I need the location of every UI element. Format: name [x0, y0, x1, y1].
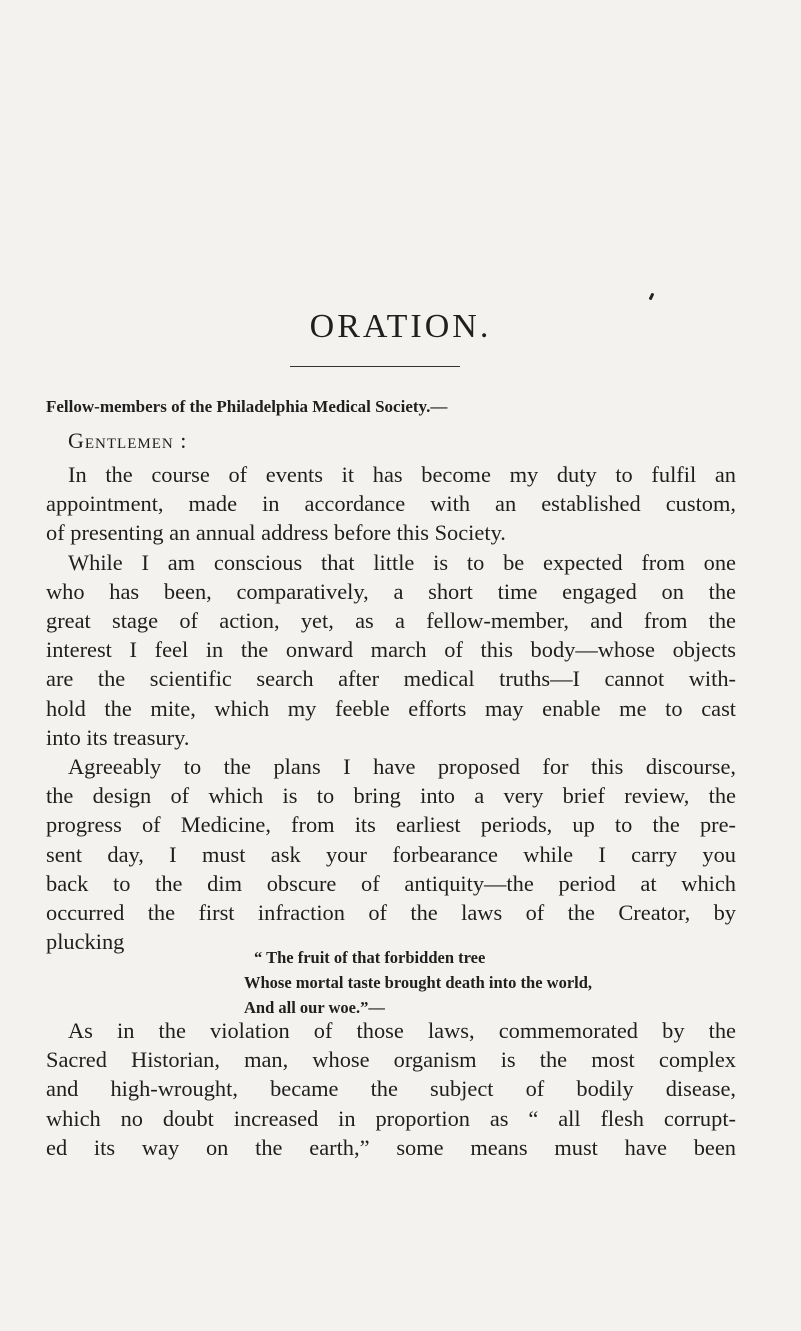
salutation-line: Fellow-members of the Philadelphia Medical Society.—: [46, 397, 448, 416]
text-line: back to the dim obscure of antiquity—the period at which: [46, 870, 736, 896]
text-line: into its treasury.: [46, 724, 190, 750]
text-line: occurred the first infraction of the laws of the Creator, by: [46, 900, 736, 926]
text-line: of presenting an annual address before this Society.: [46, 520, 506, 546]
paragraph-2: [46, 548, 736, 752]
paragraph-1: [46, 460, 736, 548]
paragraph-3: [46, 752, 736, 956]
text-line: sent day, I must ask your forbearance while I carry you: [46, 841, 736, 867]
ink-speck: [649, 293, 655, 301]
text-line: As in the violation of those laws, commemorated by the: [68, 1018, 736, 1043]
text-line: hold the mite, which my feeble efforts may enable me to cast: [46, 695, 736, 721]
text-line: which no doubt increased in proportion as “ all flesh corrupt-: [46, 1105, 736, 1131]
text-line: appointment, made in accordance with an established custom,: [46, 491, 736, 517]
text-line: interest I feel in the onward march of this body—whose objects: [46, 637, 736, 663]
text-line: who has been, comparatively, a short time engaged on the: [46, 578, 736, 604]
main-text: [46, 460, 736, 956]
page-title: ORATION.: [309, 308, 492, 345]
text-line: Sacred Historian, man, whose organism is the most complex: [46, 1047, 736, 1073]
title-rule: [290, 366, 460, 367]
text-line: and high-wrought, became the subject of bodily disease,: [46, 1076, 736, 1102]
text-line: Agreeably to the plans I have proposed for this discourse,: [68, 754, 736, 780]
text-line: are the scientific search after medical truths—I cannot with-: [46, 666, 736, 692]
quote-line: Whose mortal taste brought death into the world,: [244, 973, 593, 992]
text-line: ed its way on the earth,” some means must have been: [46, 1134, 736, 1160]
closing-text: [46, 1016, 736, 1162]
verse-quote: [244, 945, 592, 1020]
quote-line: “ The fruit of that forbidden tree: [254, 948, 486, 967]
address-line: Gentlemen :: [68, 428, 188, 453]
text-line: progress of Medicine, from its earliest periods, up to the pre-: [46, 812, 736, 838]
text-line: the design of which is to bring into a very brief review, the: [46, 783, 736, 809]
text-line: While I am conscious that little is to be expected from one: [68, 549, 736, 575]
text-line: In the course of events it has become my duty to fulfil an: [68, 462, 736, 487]
text-line: plucking: [46, 929, 125, 955]
quote-line: And all our woe.”—: [244, 998, 385, 1017]
text-line: great stage of action, yet, as a fellow-member, and from the: [46, 608, 736, 634]
